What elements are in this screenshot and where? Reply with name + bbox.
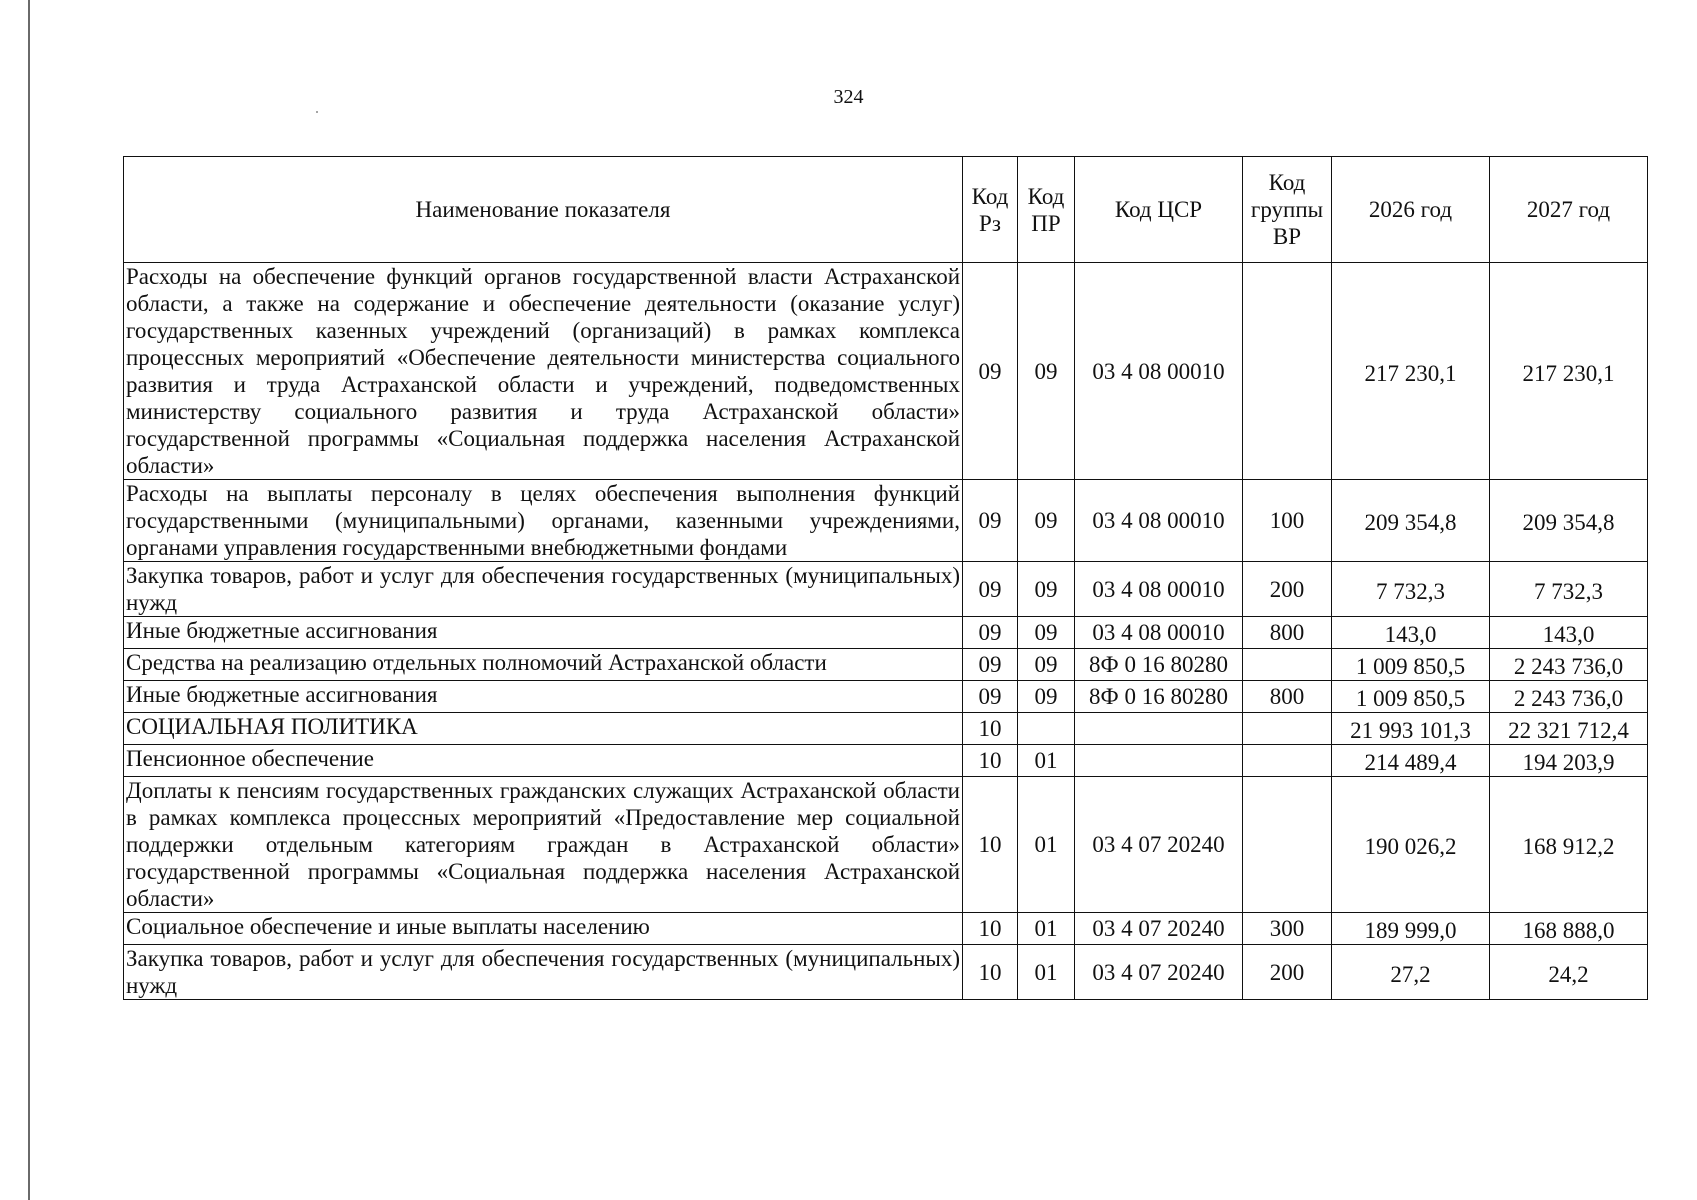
row-csr [1075,713,1243,745]
row-csr [1075,745,1243,777]
row-vr [1243,713,1332,745]
row-name: Иные бюджетные ассигнования [124,681,963,713]
table-row [124,777,1648,913]
row-2027: 194 203,9 [1490,745,1648,777]
row-csr: 03 4 07 20240 [1075,777,1243,913]
row-vr: 300 [1243,913,1332,945]
row-csr: 03 4 08 00010 [1075,617,1243,649]
scan-edge-line [28,0,30,1200]
row-vr [1243,745,1332,777]
row-2027: 209 354,8 [1490,480,1648,562]
row-rz: 09 [963,617,1018,649]
row-2026: 190 026,2 [1332,777,1490,913]
row-vr: 100 [1243,480,1332,562]
row-rz: 09 [963,263,1018,480]
row-name: Пенсионное обеспечение [124,745,963,777]
row-2026: 1 009 850,5 [1332,649,1490,681]
row-pr: 09 [1018,617,1075,649]
row-2027: 24,2 [1490,945,1648,1000]
row-name: Закупка товаров, работ и услуг для обеспечения государственных (муниципальных) нужд [124,945,963,1000]
row-vr [1243,777,1332,913]
row-pr: 09 [1018,562,1075,617]
row-vr: 200 [1243,562,1332,617]
row-2026: 143,0 [1332,617,1490,649]
budget-table [123,156,1648,1000]
header-csr: Код ЦСР [1075,157,1243,263]
scan-speck [316,111,318,113]
row-vr: 800 [1243,617,1332,649]
row-pr: 09 [1018,681,1075,713]
row-vr [1243,649,1332,681]
table-row [124,480,1648,562]
row-2026: 189 999,0 [1332,913,1490,945]
table-row [124,649,1648,681]
row-csr: 8Ф 0 16 80280 [1075,649,1243,681]
header-pr: Код ПР [1018,157,1075,263]
row-name: Иные бюджетные ассигнования [124,617,963,649]
header-name: Наименование показателя [124,157,963,263]
row-rz: 10 [963,913,1018,945]
row-2027: 217 230,1 [1490,263,1648,480]
row-rz: 10 [963,945,1018,1000]
row-name: Социальное обеспечение и иные выплаты населению [124,913,963,945]
table-row [124,617,1648,649]
row-pr: 09 [1018,649,1075,681]
row-2026: 209 354,8 [1332,480,1490,562]
row-2026: 27,2 [1332,945,1490,1000]
row-2027: 22 321 712,4 [1490,713,1648,745]
row-csr: 03 4 07 20240 [1075,913,1243,945]
row-2026: 7 732,3 [1332,562,1490,617]
row-pr: 09 [1018,480,1075,562]
row-csr: 03 4 08 00010 [1075,562,1243,617]
row-name: Доплаты к пенсиям государственных гражданских служащих Астраханской области в рамках комплекса процессных мероприятий «Предоставление мер социальной поддержки отдельным категориям граждан в Астраханской области» государственной программы «Социальная поддержка населения Астраханской области» [124,777,963,913]
row-vr: 800 [1243,681,1332,713]
table-row [124,745,1648,777]
row-2026: 214 489,4 [1332,745,1490,777]
header-row [124,157,1648,263]
row-pr: 01 [1018,913,1075,945]
row-pr: 01 [1018,777,1075,913]
table-row [124,945,1648,1000]
row-name: Расходы на выплаты персоналу в целях обеспечения выполнения функций государственными (муниципальными) органами, казенными учреждениями, органами управления государственными внебюджетными фондами [124,480,963,562]
row-2027: 168 888,0 [1490,913,1648,945]
row-vr: 200 [1243,945,1332,1000]
header-rz: Код Рз [963,157,1018,263]
row-2026: 1 009 850,5 [1332,681,1490,713]
row-2027: 168 912,2 [1490,777,1648,913]
table-row [124,681,1648,713]
row-2027: 2 243 736,0 [1490,649,1648,681]
row-pr: 01 [1018,945,1075,1000]
row-pr [1018,713,1075,745]
table-row [124,562,1648,617]
header-2026: 2026 год [1332,157,1490,263]
row-pr: 01 [1018,745,1075,777]
row-name: Средства на реализацию отдельных полномочий Астраханской области [124,649,963,681]
row-name: СОЦИАЛЬНАЯ ПОЛИТИКА [124,713,963,745]
row-csr: 03 4 08 00010 [1075,480,1243,562]
row-csr: 03 4 07 20240 [1075,945,1243,1000]
row-vr [1243,263,1332,480]
row-rz: 09 [963,562,1018,617]
table-row [124,913,1648,945]
row-2027: 7 732,3 [1490,562,1648,617]
row-2027: 143,0 [1490,617,1648,649]
row-rz: 09 [963,480,1018,562]
header-vr: Код группы ВР [1243,157,1332,263]
row-rz: 10 [963,745,1018,777]
row-rz: 10 [963,777,1018,913]
row-rz: 09 [963,649,1018,681]
row-2026: 217 230,1 [1332,263,1490,480]
header-2027: 2027 год [1490,157,1648,263]
page-number: 324 [833,86,864,108]
row-csr: 8Ф 0 16 80280 [1075,681,1243,713]
table-row [124,263,1648,480]
row-name: Закупка товаров, работ и услуг для обеспечения государственных (муниципальных) нужд [124,562,963,617]
row-csr: 03 4 08 00010 [1075,263,1243,480]
table-row [124,713,1648,745]
row-2027: 2 243 736,0 [1490,681,1648,713]
row-rz: 10 [963,713,1018,745]
row-name: Расходы на обеспечение функций органов государственной власти Астраханской области, а также на содержание и обеспечение деятельности (оказание услуг) государственных казенных учреждений (организаций) в рамках комплекса процессных мероприятий «Обеспечение деятельности министерства социального развития и труда Астраханской области и учреждений, подведомственных министерству социального развития и труда Астраханской области» государственной программы «Социальная поддержка населения Астраханской области» [124,263,963,480]
row-rz: 09 [963,681,1018,713]
row-pr: 09 [1018,263,1075,480]
row-2026: 21 993 101,3 [1332,713,1490,745]
